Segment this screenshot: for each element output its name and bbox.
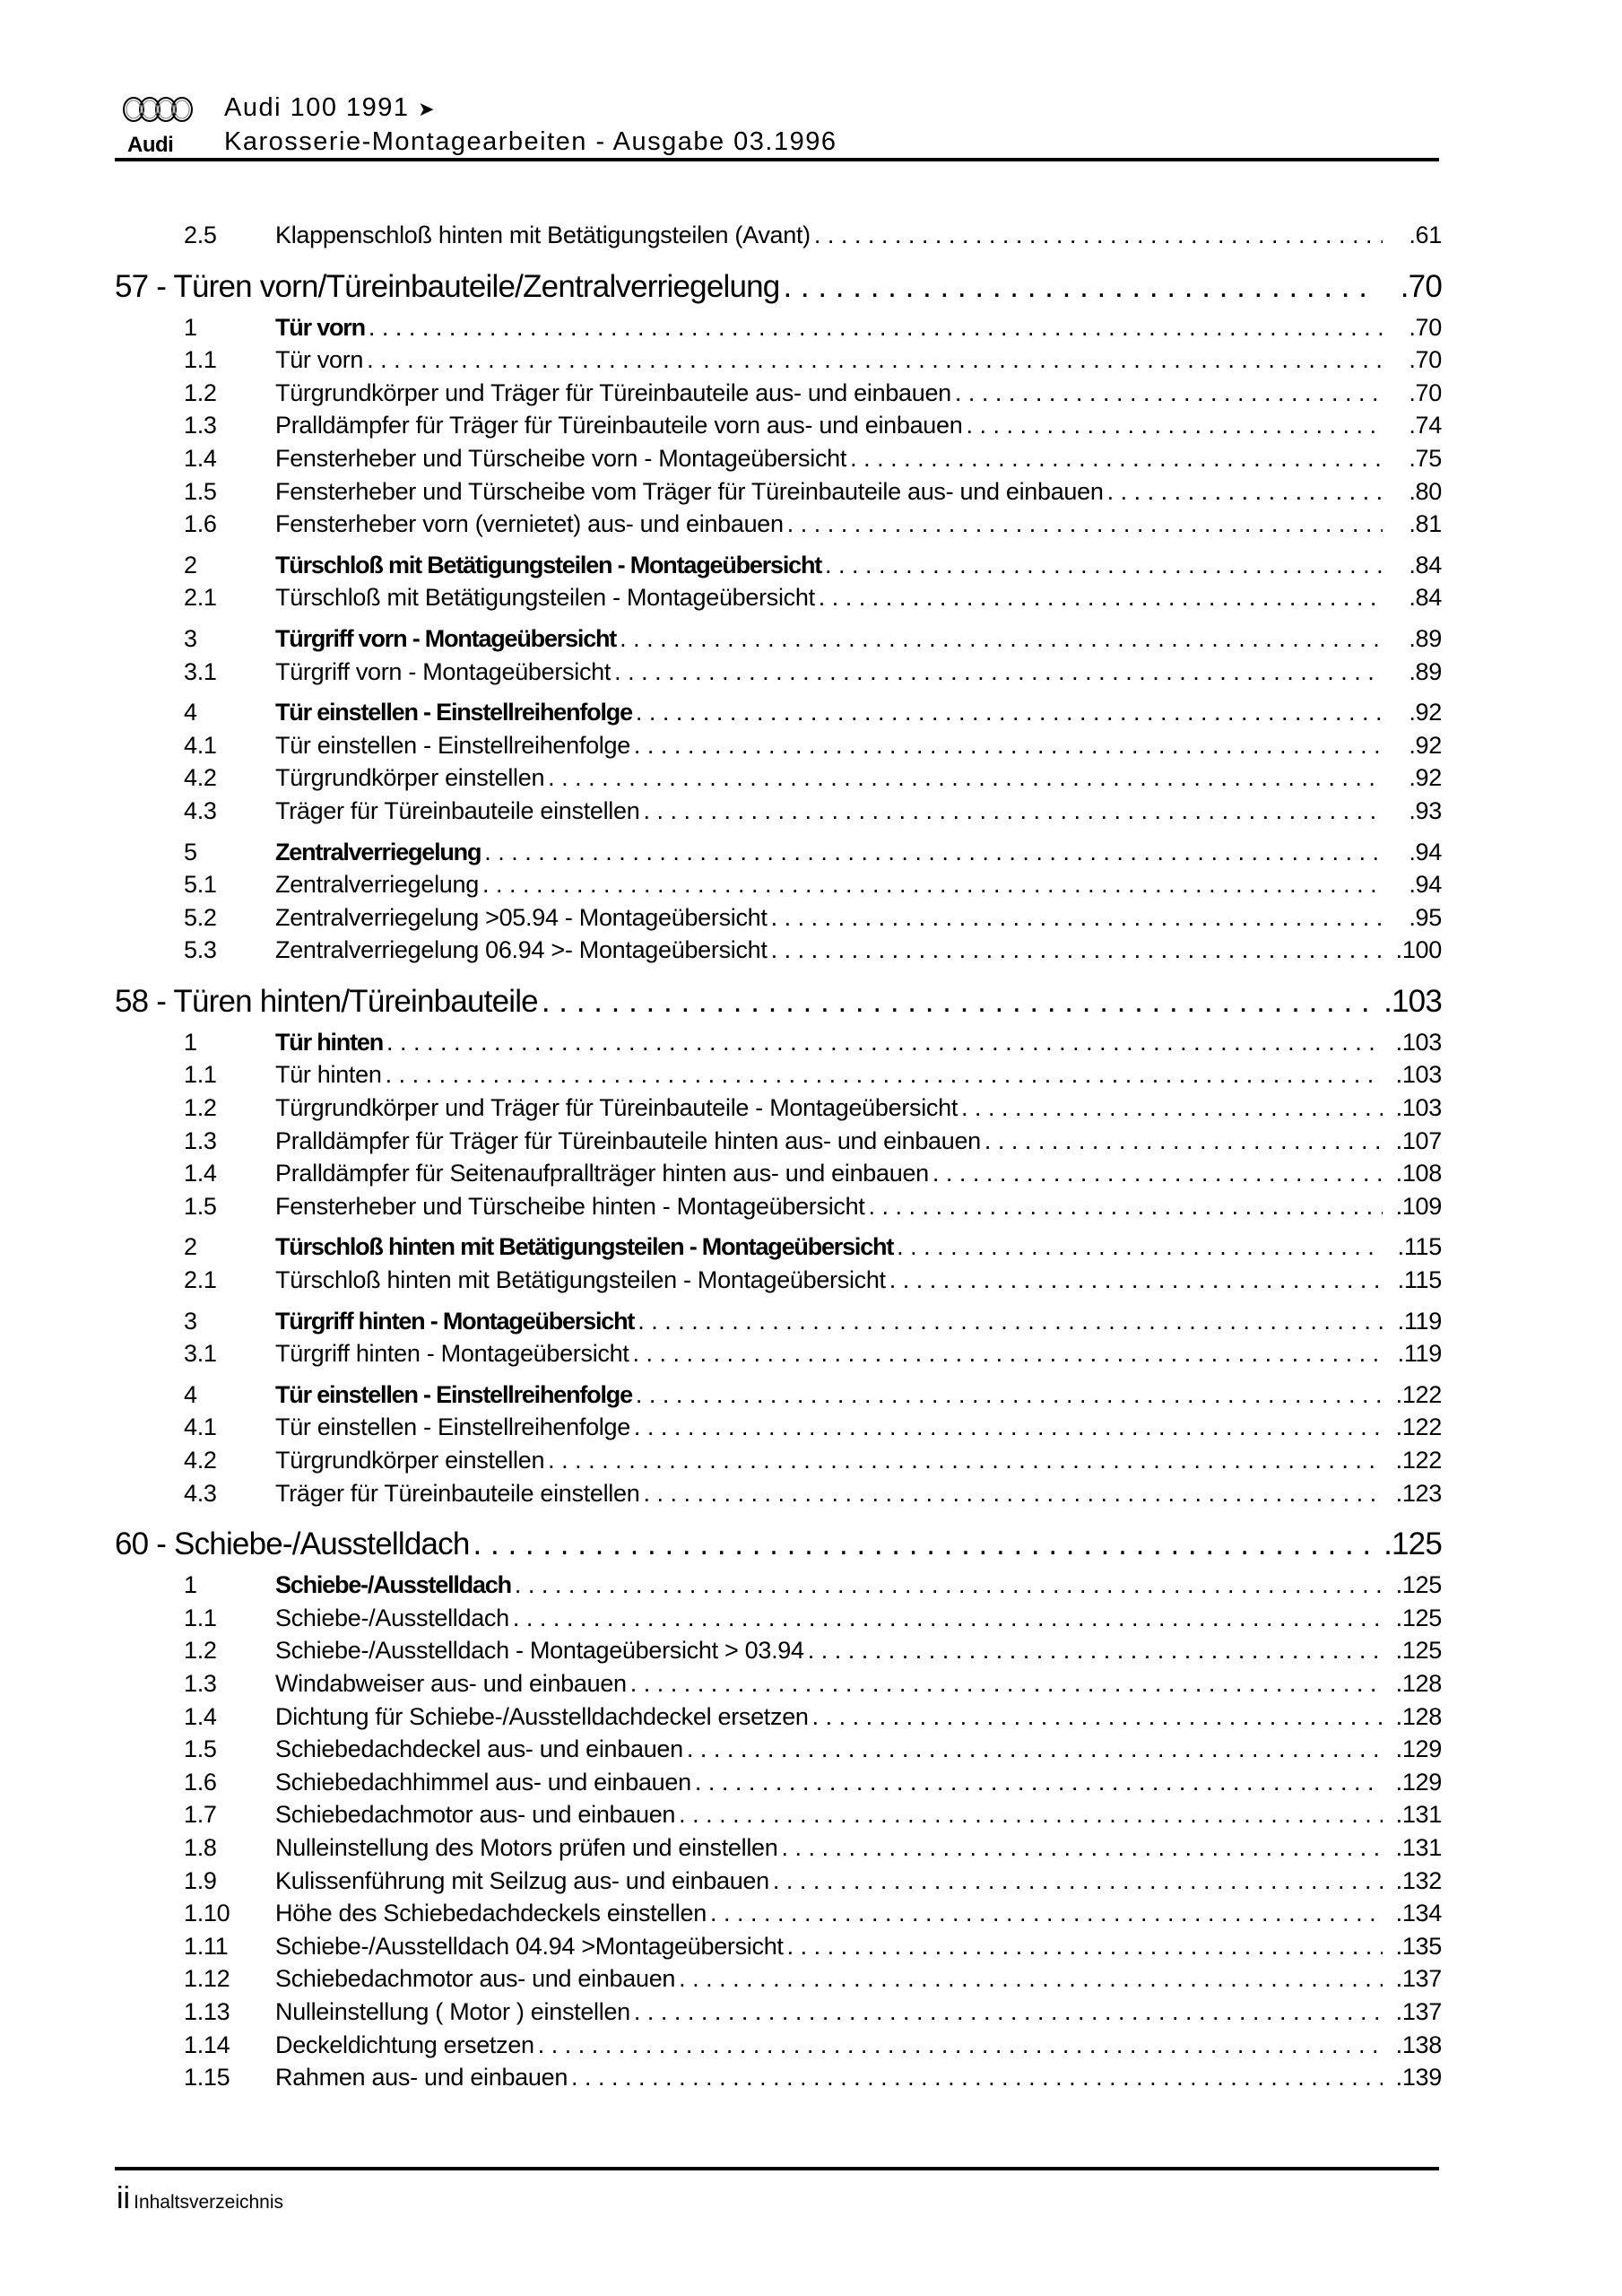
dot-leader	[771, 901, 1383, 935]
dot-leader	[966, 409, 1383, 442]
dot-leader	[869, 1190, 1383, 1223]
footer-title: Inhaltsverzeichnis	[134, 2192, 284, 2213]
toc-entry[interactable]	[115, 442, 1442, 475]
toc-entry-page: .139	[1395, 2064, 1442, 2092]
dot-leader	[932, 1157, 1383, 1190]
page-number: ii	[117, 2181, 131, 2215]
dot-leader	[484, 836, 1383, 869]
toc-entry-title: Fensterheber und Türscheibe vorn - Montageübersicht	[275, 444, 847, 472]
toc-entry-number: 1.4	[184, 1702, 217, 1730]
dot-leader	[695, 1766, 1383, 1799]
dot-leader	[679, 1798, 1383, 1831]
toc-entry[interactable]	[115, 1058, 1442, 1091]
toc-entry-page: .93	[1409, 796, 1442, 824]
toc-entry-title: Schiebe-/Ausstelldach - Montageübersicht > 03.94	[275, 1637, 804, 1665]
dot-leader	[548, 761, 1383, 795]
toc-entry-title: Türgriff hinten - Montageübersicht	[275, 1307, 635, 1335]
toc-entry-title: Pralldämpfer für Träger für Türeinbauteile hinten aus- und einbauen	[275, 1126, 981, 1154]
toc-entry-number: 4	[184, 699, 197, 726]
section-page: .70	[1400, 268, 1442, 304]
section-page: .103	[1383, 983, 1442, 1019]
dot-leader	[538, 2029, 1383, 2062]
dot-leader	[638, 1305, 1383, 1338]
toc-entry-number: 1.5	[184, 477, 217, 505]
dot-leader	[787, 508, 1383, 541]
toc-entry[interactable]	[115, 1378, 1442, 1412]
arrow-right-icon: ➤	[418, 98, 437, 120]
toc-entry-title: Pralldämpfer für Seitenaufprallträger hinten aus- und einbauen	[275, 1160, 929, 1187]
section-title: 57 - Türen vorn/Türeinbauteile/Zentralverriegelung	[115, 268, 780, 304]
toc-entry[interactable]	[115, 934, 1442, 967]
toc-entry-title: Zentralverriegelung	[275, 871, 479, 899]
toc-entry-number: 2	[184, 551, 197, 578]
toc-entry-number: 1.2	[184, 1637, 217, 1665]
dot-leader	[787, 1930, 1383, 1963]
dot-leader	[812, 1700, 1383, 1734]
toc-entry[interactable]	[115, 475, 1442, 509]
toc-entry-title: Nulleinstellung ( Motor ) einstellen	[275, 1997, 630, 2025]
toc-entry[interactable]	[115, 1444, 1442, 1477]
toc-entry[interactable]	[115, 1337, 1442, 1370]
toc-entry-title: Türgriff hinten - Montageübersicht	[275, 1340, 629, 1368]
toc-entry-page: .125	[1395, 1604, 1442, 1631]
toc-entry-number: 4.1	[184, 1413, 217, 1441]
toc-entry-title: Nulleinstellung des Motors prüfen und einstellen	[275, 1833, 778, 1861]
toc-entry-title: Träger für Türeinbauteile einstellen	[275, 796, 640, 824]
toc-entry-title: Klappenschloß hinten mit Betätigungsteilen (Avant)	[275, 222, 811, 248]
toc-entry-number: 1.11	[184, 1932, 229, 1960]
toc-entry-title: Türgriff vorn - Montageübersicht	[275, 624, 617, 652]
dot-leader	[636, 1378, 1383, 1412]
toc-entry-number: 4.3	[184, 796, 217, 824]
dot-leader	[634, 1996, 1383, 2029]
section-title: 58 - Türen hinten/Türeinbauteile	[115, 983, 538, 1019]
toc-entry[interactable]	[115, 1930, 1442, 1963]
toc-entry-title: Tür einstellen - Einstellreihenfolge	[275, 731, 630, 759]
toc-entry[interactable]	[115, 1477, 1442, 1510]
toc-entry-title: Fensterheber und Türscheibe hinten - Montageübersicht	[275, 1192, 865, 1220]
toc-entry-title: Pralldämpfer für Träger für Türeinbauteile vorn aus- und einbauen	[275, 412, 963, 439]
toc-entry-page: .75	[1409, 444, 1442, 472]
toc-entry-page: .61	[1409, 222, 1442, 248]
dot-leader	[513, 1602, 1383, 1635]
toc-entry[interactable]	[115, 1125, 1442, 1158]
toc-entry[interactable]	[115, 1231, 1442, 1264]
dot-leader	[386, 1026, 1383, 1059]
dot-leader	[889, 1264, 1383, 1297]
dot-leader	[473, 1522, 1375, 1567]
toc-entry-page: .84	[1409, 551, 1442, 578]
toc-entry-page: .92	[1409, 699, 1442, 726]
toc-entry-title: Träger für Türeinbauteile einstellen	[275, 1479, 640, 1507]
toc-entry-number: 3.1	[184, 657, 217, 685]
toc-entry-number: 1.3	[184, 1669, 217, 1697]
toc-entry-page: .122	[1395, 1447, 1442, 1474]
toc-entry[interactable]	[115, 1602, 1442, 1635]
toc-entry-number: 1.1	[184, 1604, 217, 1631]
footer-divider	[115, 2167, 1439, 2170]
toc-entry-page: .95	[1409, 903, 1442, 931]
toc-entry-title: Tür einstellen - Einstellreihenfolge	[275, 1380, 632, 1408]
toc-entry[interactable]	[115, 696, 1442, 729]
toc-entry-title: Schiebe-/Ausstelldach	[275, 1571, 511, 1599]
toc-entry-number: 5.2	[184, 903, 217, 931]
toc-entry[interactable]	[115, 2061, 1442, 2094]
toc-entry-number: 2.5	[184, 222, 217, 248]
toc-entry-number: 1.9	[184, 1866, 217, 1894]
toc-entry-number: 1	[184, 313, 197, 341]
dot-leader	[571, 2061, 1383, 2094]
toc-entry-number: 1.1	[184, 346, 217, 374]
toc-entry-page: .70	[1409, 378, 1442, 406]
toc-entry-page: .119	[1397, 1307, 1442, 1335]
dot-leader	[634, 1411, 1383, 1444]
toc-entry-page: .125	[1395, 1571, 1442, 1599]
toc-entry-page: .92	[1409, 731, 1442, 759]
toc-entry-number: 1.4	[184, 444, 217, 472]
toc-entry-page: .94	[1409, 838, 1442, 865]
dot-leader	[819, 581, 1383, 614]
dot-leader	[984, 1125, 1383, 1158]
toc-entry[interactable]	[115, 622, 1442, 656]
toc-entry-title: Schiebedachmotor aus- und einbauen	[275, 1801, 676, 1829]
toc-entry[interactable]	[115, 761, 1442, 795]
toc-entry-title: Fensterheber vorn (vernietet) aus- und einbauen	[275, 510, 784, 538]
dot-leader	[634, 729, 1383, 762]
toc-entry[interactable]	[115, 1264, 1442, 1297]
toc-entry[interactable]	[115, 1996, 1442, 2029]
toc-entry[interactable]	[115, 1157, 1442, 1190]
section-title: 60 - Schiebe-/Ausstelldach	[115, 1526, 470, 1562]
toc-entry-page: .92	[1409, 764, 1442, 792]
vehicle-title: Audi 100 1991	[224, 93, 410, 122]
toc-entry[interactable]	[115, 795, 1442, 828]
toc-entry-page: .137	[1395, 1965, 1442, 1993]
toc-entry-number: 2.1	[184, 584, 217, 612]
toc-entry-page: .129	[1395, 1768, 1442, 1796]
toc-entry-page: .74	[1409, 412, 1442, 439]
toc-entry-number: 1.15	[184, 2064, 230, 2092]
dot-leader	[710, 1897, 1383, 1930]
toc-entry-page: .100	[1395, 936, 1442, 964]
toc-entry[interactable]	[115, 1766, 1442, 1799]
toc-entry-page: .89	[1409, 624, 1442, 652]
toc-entry-number: 4.2	[184, 1447, 217, 1474]
toc-section-heading[interactable]	[115, 1522, 1442, 1567]
toc-entry-page: .103	[1395, 1028, 1442, 1056]
dot-leader	[897, 1231, 1383, 1264]
toc-entry-title: Türgrundkörper einstellen	[275, 1447, 545, 1474]
toc-entry-number: 2.1	[184, 1266, 217, 1294]
toc-entry[interactable]	[115, 1305, 1442, 1338]
manual-vehicle-title	[224, 93, 436, 123]
toc-entry-title: Zentralverriegelung 06.94 >- Montageübersicht	[275, 936, 768, 964]
toc-entry-page: .115	[1397, 1233, 1442, 1261]
toc-entry-page: .122	[1395, 1380, 1442, 1408]
dot-leader	[783, 265, 1375, 309]
toc-entry-number: 1.2	[184, 1094, 217, 1122]
toc-entry[interactable]	[115, 1831, 1442, 1865]
toc-entry[interactable]	[115, 1411, 1442, 1444]
toc-entry-page: .131	[1395, 1801, 1442, 1829]
toc-entry-page: .115	[1397, 1266, 1442, 1294]
dot-leader	[515, 1569, 1383, 1602]
toc-entry[interactable]	[115, 1798, 1442, 1831]
toc-entry-page: .107	[1395, 1126, 1442, 1154]
toc-entry[interactable]	[115, 549, 1442, 582]
toc-entry-page: .94	[1409, 871, 1442, 899]
toc-entry-number: 1.14	[184, 2031, 230, 2058]
dot-leader	[630, 1667, 1383, 1700]
toc-entry-page: .70	[1409, 313, 1442, 341]
dot-leader	[482, 868, 1383, 901]
toc-entry-title: Schiebedachdeckel aus- und einbauen	[275, 1735, 683, 1763]
toc-entry-title: Schiebe-/Ausstelldach	[275, 1604, 509, 1631]
toc-entry-number: 3	[184, 1307, 197, 1335]
toc-entry-page: .70	[1409, 346, 1442, 374]
dot-leader	[643, 1477, 1383, 1510]
toc-entry-number: 4.1	[184, 731, 217, 759]
toc-entry[interactable]	[115, 409, 1442, 442]
table-of-contents	[115, 219, 1442, 2094]
toc-entry-title: Tür hinten	[275, 1061, 382, 1089]
toc-entry-page: .123	[1395, 1479, 1442, 1507]
toc-entry-number: 3	[184, 624, 197, 652]
toc-entry-page: .119	[1397, 1340, 1442, 1368]
toc-entry-page: .138	[1395, 2031, 1442, 2058]
toc-entry-title: Türschloß mit Betätigungsteilen - Montageübersicht	[275, 551, 822, 578]
toc-entry-page: .128	[1395, 1669, 1442, 1697]
dot-leader	[781, 1831, 1383, 1865]
toc-entry-page: .103	[1395, 1094, 1442, 1122]
toc-entry-number: 1.12	[184, 1965, 230, 1993]
toc-entry-number: 1.7	[184, 1801, 217, 1829]
toc-entry[interactable]	[115, 377, 1442, 410]
toc-entry-page: .128	[1395, 1702, 1442, 1730]
dot-leader	[687, 1733, 1383, 1766]
toc-entry-number: 1.2	[184, 378, 217, 406]
dot-leader	[955, 377, 1383, 410]
dot-leader	[771, 934, 1383, 967]
toc-entry-number: 1	[184, 1028, 197, 1056]
toc-entry-page: .108	[1395, 1160, 1442, 1187]
toc-entry-title: Deckeldichtung ersetzen	[275, 2031, 534, 2058]
toc-entry-title: Zentralverriegelung	[275, 838, 481, 865]
toc-entry-page: .132	[1395, 1866, 1442, 1894]
toc-entry-number: 1.8	[184, 1833, 217, 1861]
toc-entry-number: 1.10	[184, 1900, 230, 1927]
toc-entry[interactable]	[115, 344, 1442, 377]
toc-entry[interactable]	[115, 1700, 1442, 1734]
toc-entry-title: Tür vorn	[275, 346, 364, 374]
toc-entry[interactable]	[115, 868, 1442, 901]
toc-entry[interactable]	[115, 836, 1442, 869]
toc-entry-title: Rahmen aus- und einbauen	[275, 2064, 568, 2092]
toc-entry-title: Tür hinten	[275, 1028, 383, 1056]
dot-leader	[825, 549, 1383, 582]
toc-entry-title: Tür einstellen - Einstellreihenfolge	[275, 1413, 630, 1441]
dot-leader	[961, 1091, 1383, 1125]
toc-entry[interactable]	[115, 1091, 1442, 1125]
audi-rings-logo-icon	[122, 95, 195, 124]
toc-entry-title: Tür einstellen - Einstellreihenfolge	[275, 699, 632, 726]
toc-entry-number: 4	[184, 1380, 197, 1408]
toc-entry-page: .135	[1395, 1932, 1442, 1960]
toc-entry[interactable]	[115, 219, 1442, 252]
toc-entry-page: .103	[1395, 1061, 1442, 1089]
toc-entry-number: 1.1	[184, 1061, 217, 1089]
toc-entry-title: Türgriff vorn - Montageübersicht	[275, 657, 612, 685]
dot-leader	[814, 219, 1383, 252]
dot-leader	[850, 442, 1383, 475]
toc-entry-number: 1.5	[184, 1192, 217, 1220]
dot-leader	[548, 1444, 1383, 1477]
audi-wordmark: Audi	[127, 133, 174, 157]
toc-entry-title: Fensterheber und Türscheibe vom Träger für Türeinbauteile aus- und einbauen	[275, 477, 1104, 505]
toc-entry-title: Schiebedachhimmel aus- und einbauen	[275, 1768, 691, 1796]
toc-entry-title: Dichtung für Schiebe-/Ausstelldachdeckel ersetzen	[275, 1702, 809, 1730]
toc-entry-number: 3.1	[184, 1340, 217, 1368]
toc-entry[interactable]	[115, 1190, 1442, 1223]
section-page: .125	[1383, 1526, 1442, 1562]
toc-entry[interactable]	[115, 1733, 1442, 1766]
toc-entry-page: .131	[1395, 1833, 1442, 1861]
toc-entry[interactable]	[115, 311, 1442, 344]
toc-entry-number: 1.5	[184, 1735, 217, 1763]
toc-entry-page: .84	[1409, 584, 1442, 612]
manual-subtitle: Karosserie-Montagearbeiten - Ausgabe 03.1996	[224, 127, 837, 156]
toc-section-heading[interactable]	[115, 979, 1442, 1024]
dot-leader	[633, 1337, 1383, 1370]
toc-entry[interactable]	[115, 729, 1442, 762]
dot-leader	[643, 795, 1383, 828]
toc-entry-title: Zentralverriegelung >05.94 - Montageübersicht	[275, 903, 768, 931]
toc-entry-number: 2	[184, 1233, 197, 1261]
toc-entry-title: Tür vorn	[275, 313, 365, 341]
toc-entry-title: Türgrundkörper und Träger für Türeinbauteile aus- und einbauen	[275, 378, 951, 406]
toc-entry-page: .125	[1395, 1637, 1442, 1665]
dot-leader	[369, 311, 1383, 344]
toc-entry-title: Windabweiser aus- und einbauen	[275, 1669, 627, 1697]
toc-entry-title: Kulissenführung mit Seilzug aus- und einbauen	[275, 1866, 769, 1894]
toc-entry-title: Türschloß mit Betätigungsteilen - Montageübersicht	[275, 584, 815, 612]
toc-entry-number: 1	[184, 1571, 197, 1599]
toc-entry-title: Schiebedachmotor aus- und einbauen	[275, 1965, 676, 1993]
toc-entry-title: Türschloß hinten mit Betätigungsteilen - Montageübersicht	[275, 1233, 894, 1261]
toc-entry-number: 1.3	[184, 1126, 217, 1154]
dot-leader	[1107, 475, 1383, 509]
toc-entry-title: Türgrundkörper einstellen	[275, 764, 545, 792]
toc-entry-page: .89	[1409, 657, 1442, 685]
toc-entry-number: 5.1	[184, 871, 217, 899]
toc-entry-number: 5.3	[184, 936, 217, 964]
dot-leader	[367, 344, 1383, 377]
toc-entry-title: Höhe des Schiebedachdeckels einstellen	[275, 1900, 707, 1927]
dot-leader	[773, 1865, 1383, 1898]
toc-entry-page: .129	[1395, 1735, 1442, 1763]
dot-leader	[679, 1962, 1383, 1996]
toc-entry[interactable]	[115, 581, 1442, 614]
dot-leader	[542, 979, 1375, 1024]
toc-entry[interactable]	[115, 1962, 1442, 1996]
toc-entry-title: Schiebe-/Ausstelldach 04.94 >Montageübersicht	[275, 1932, 784, 1960]
toc-entry-number: 1.6	[184, 1768, 217, 1796]
toc-entry-page: .134	[1395, 1900, 1442, 1927]
toc-entry-page: .109	[1395, 1192, 1442, 1220]
toc-entry-number: 1.6	[184, 510, 217, 538]
toc-entry-number: 4.3	[184, 1479, 217, 1507]
toc-entry[interactable]	[115, 508, 1442, 541]
toc-entry[interactable]	[115, 1667, 1442, 1700]
dot-leader	[614, 656, 1383, 689]
toc-entry[interactable]	[115, 1634, 1442, 1667]
page-footer	[117, 2181, 283, 2216]
toc-entry[interactable]	[115, 1026, 1442, 1059]
dot-leader	[636, 696, 1383, 729]
toc-entry-page: .81	[1409, 510, 1442, 538]
dot-leader	[808, 1634, 1383, 1667]
toc-entry-title: Türschloß hinten mit Betätigungsteilen - Montageübersicht	[275, 1266, 886, 1294]
toc-entry-page: .137	[1395, 1997, 1442, 2025]
toc-entry[interactable]	[115, 901, 1442, 935]
toc-entry[interactable]	[115, 2029, 1442, 2062]
toc-entry-page: .80	[1409, 477, 1442, 505]
toc-entry-page: .122	[1395, 1413, 1442, 1441]
dot-leader	[620, 622, 1383, 656]
toc-entry-number: 1.4	[184, 1160, 217, 1187]
header-divider	[115, 158, 1439, 161]
toc-entry-number: 1.3	[184, 412, 217, 439]
toc-section-heading[interactable]	[115, 265, 1442, 309]
toc-entry[interactable]	[115, 1865, 1442, 1898]
toc-entry-title: Türgrundkörper und Träger für Türeinbauteile - Montageübersicht	[275, 1094, 958, 1122]
toc-entry[interactable]	[115, 1897, 1442, 1930]
toc-entry-number: 1.13	[184, 1997, 230, 2025]
toc-entry[interactable]	[115, 656, 1442, 689]
toc-entry[interactable]	[115, 1569, 1442, 1602]
toc-entry-number: 5	[184, 838, 197, 865]
dot-leader	[386, 1058, 1383, 1091]
toc-entry-number: 4.2	[184, 764, 217, 792]
